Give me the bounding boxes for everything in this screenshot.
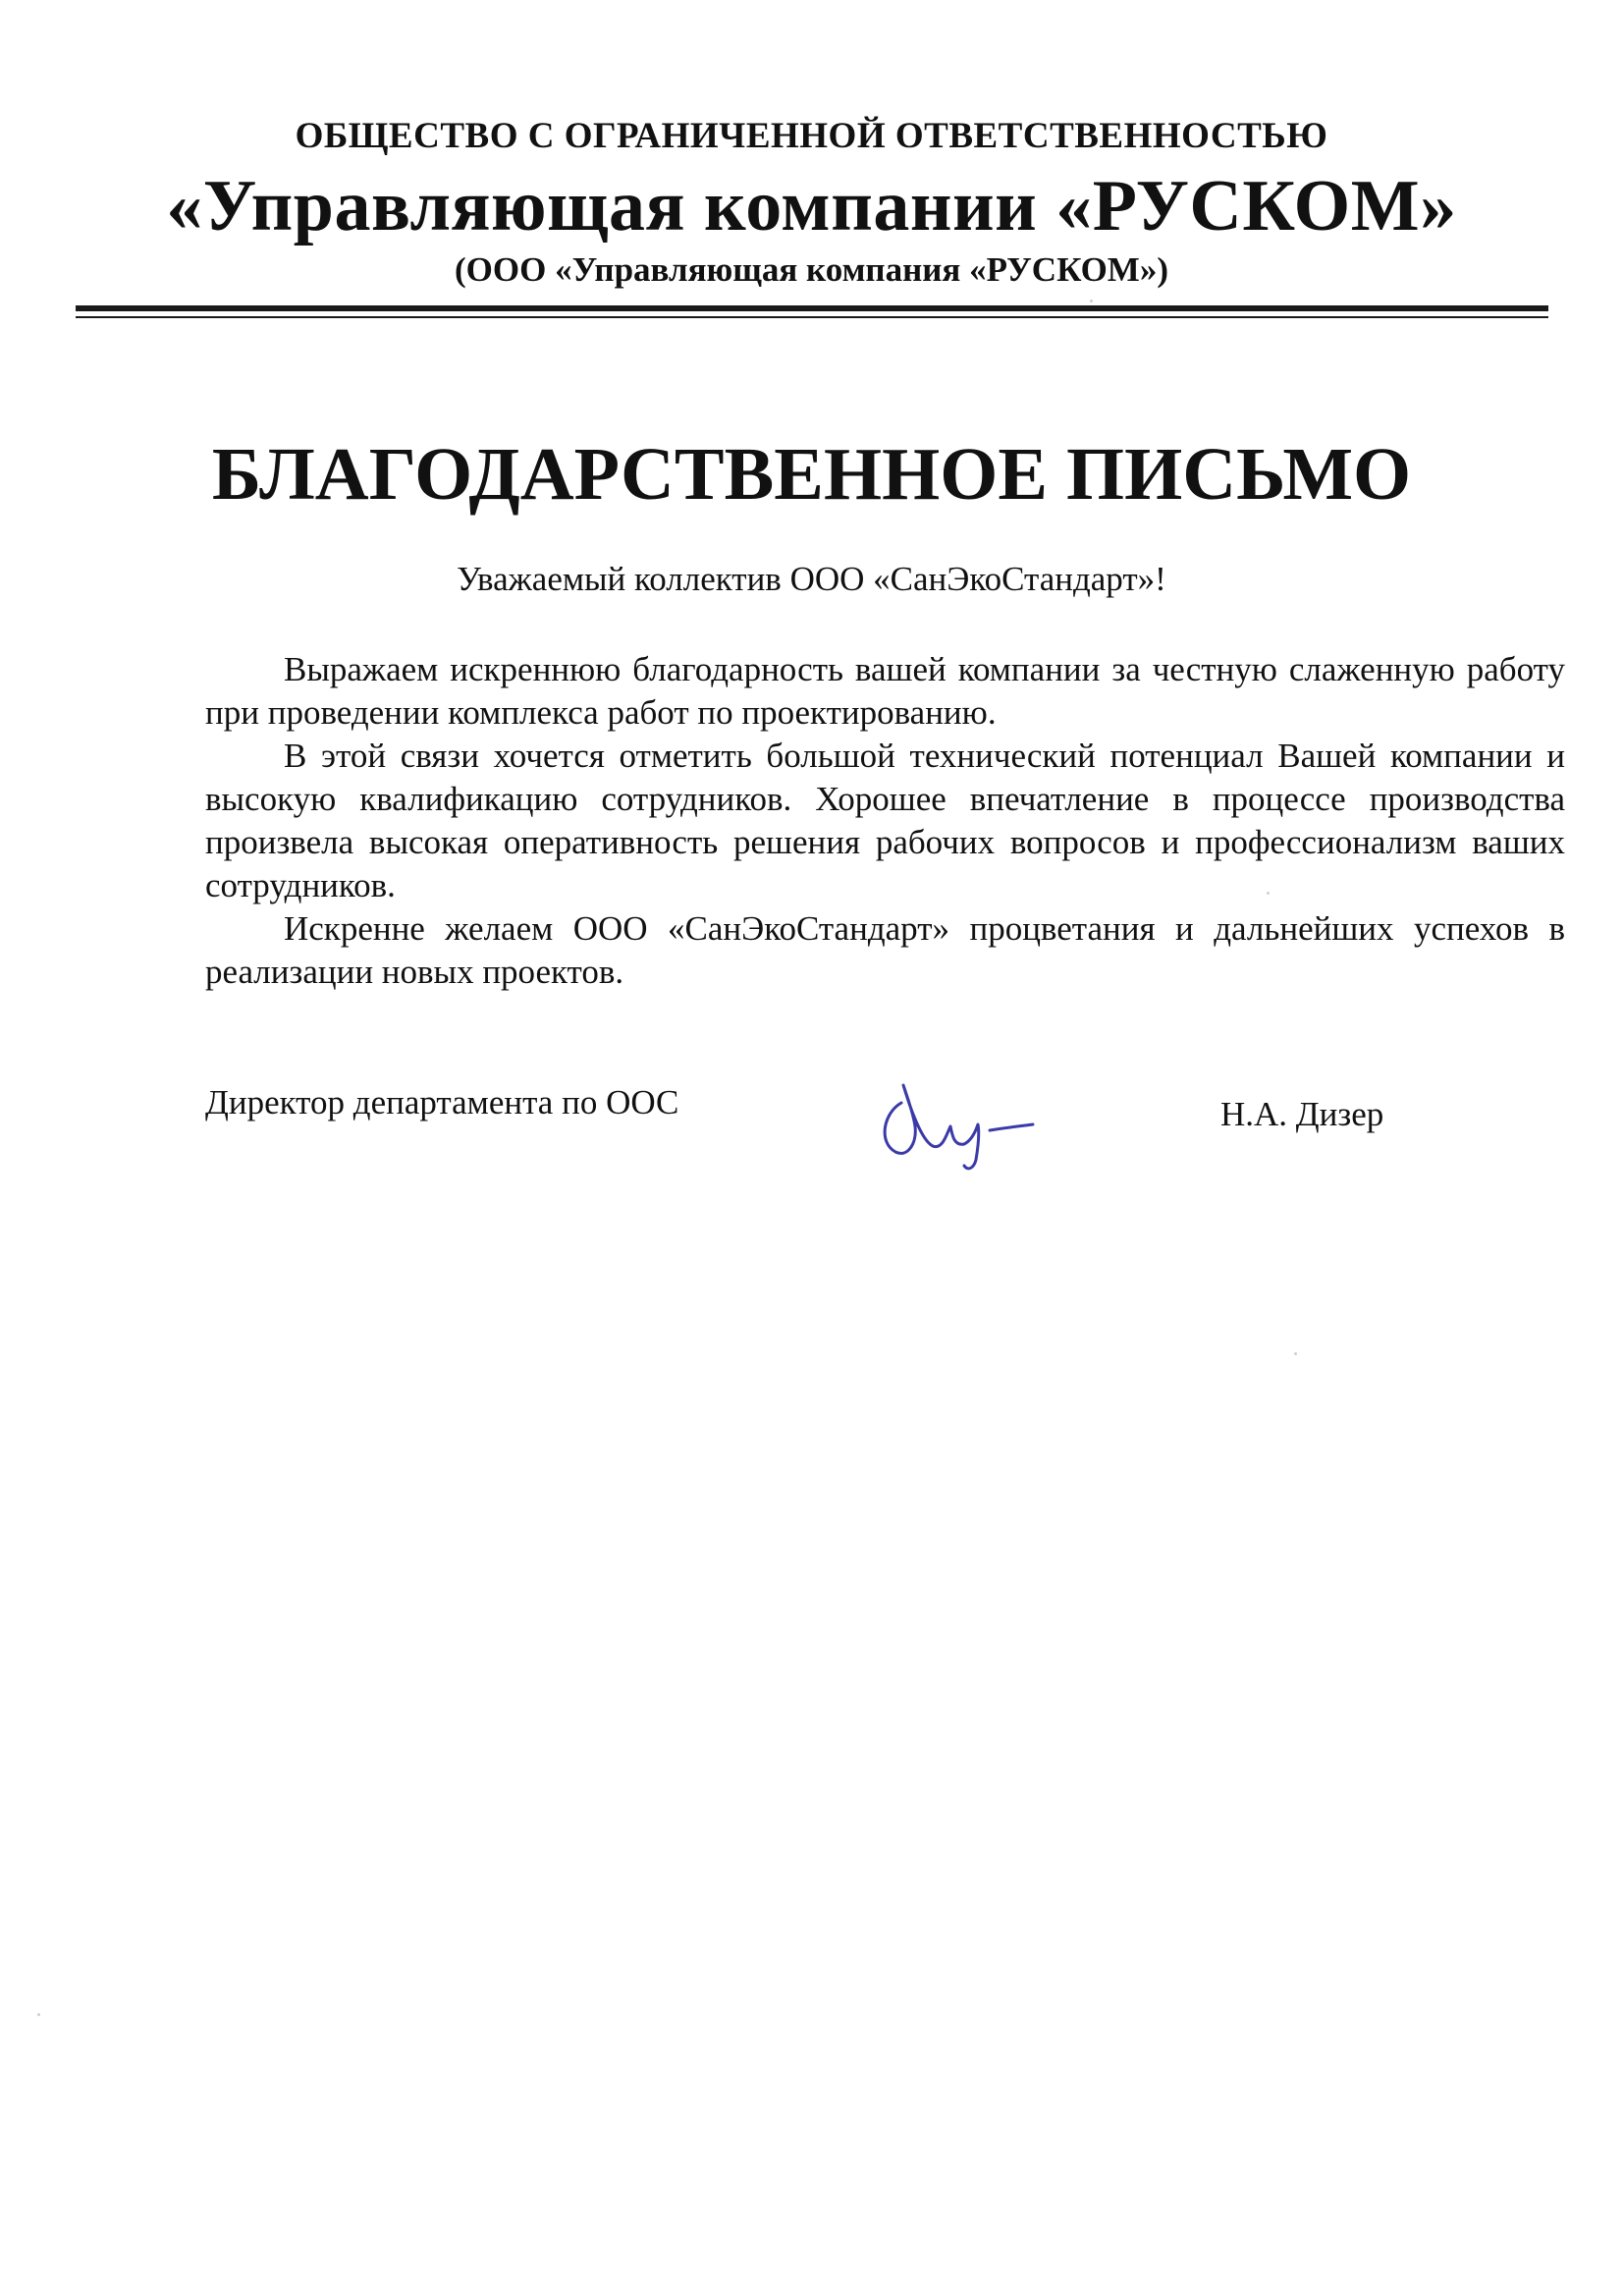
letterhead-org-form: ОБЩЕСТВО С ОГРАНИЧЕННОЙ ОТВЕТСТВЕННОСТЬЮ [295, 116, 1328, 156]
scan-speck [37, 2013, 40, 2016]
scan-speck [1294, 1352, 1297, 1355]
letterhead-rule-thin [76, 316, 1548, 318]
letter-body [205, 648, 1565, 994]
letter-paragraph: В этой связи хочется отметить большой технический потенциал Вашей компании и высокую квалификацию сотрудников. Хорошее впечатление в процессе производства произвела высокая оперативность решения рабочих вопросов и профессионализм ваших сотрудников. [205, 737, 1565, 904]
signatory-name: Н.А. Дизер [1220, 1095, 1384, 1133]
letter-paragraph: Искренне желаем ООО «СанЭкоСтандарт» процветания и дальнейших успехов в реализации новых проектов. [205, 909, 1565, 991]
letter-paragraph: Выражаем искреннюю благодарность вашей компании за честную слаженную работу при проведении комплекса работ по проектированию. [205, 650, 1565, 732]
letter-title: БЛАГОДАРСТВЕННОЕ ПИСЬМО [211, 433, 1412, 516]
signatory-position: Директор департамента по ООС [205, 1083, 679, 1121]
scan-speck [1267, 892, 1270, 895]
letterhead-company-short: (ООО «Управляющая компания «РУСКОМ») [455, 250, 1168, 289]
scan-speck [1090, 300, 1093, 302]
letterhead-rule-thick [76, 305, 1548, 311]
letterhead-company-name: «Управляющая компании «РУСКОМ» [166, 166, 1457, 246]
letter-salutation: Уважаемый коллектив ООО «СанЭкоСтандарт»! [457, 560, 1166, 598]
handwritten-signature-icon [874, 1066, 1051, 1174]
